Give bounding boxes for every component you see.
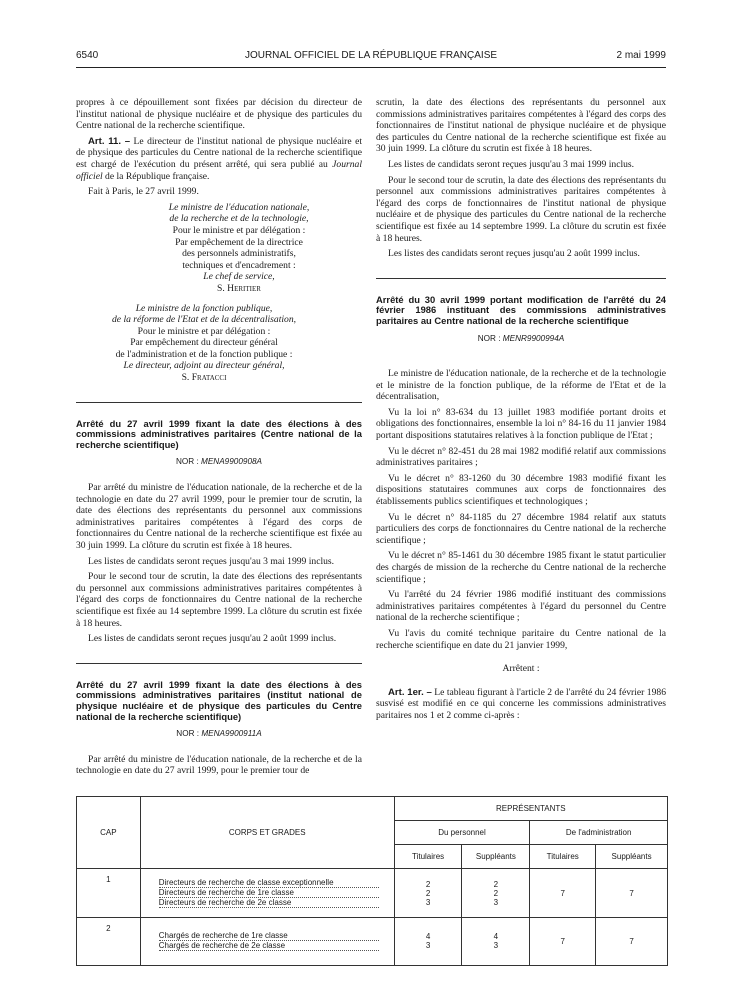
issue-date: 2 mai 1999 [616,50,666,61]
nor-label: NOR : [477,333,503,343]
grades-cell [140,917,394,965]
header-admin: De l'administration [530,821,668,845]
signature-line: Par empêchement du directeur général [130,337,278,349]
admin-suppleants: 7 [596,917,668,965]
paragraph: Les listes de candidats seront reçues jusqu'au 3 mai 1999 inclus. [88,555,335,567]
header-rule [76,67,666,68]
header-titulaires: Titulaires [394,845,462,869]
visa-paragraph: Vu le décret n° 82-451 du 28 mai 1982 modifié relatif aux commissions administratives paritaires ; [376,445,666,469]
visa-paragraph: Vu l'arrêté du 24 février 1986 modifié instituant des commissions administratives paritaires compétentes à l'égard du personnel du Centre national de la recherche scientifique ; [376,589,666,624]
header-suppleants: Suppléants [462,845,530,869]
personnel-titulaires [394,869,462,917]
article-11 [76,136,362,182]
decree-title: Arrêté du 27 avril 1999 fixant la date des élections à des commissions administratives paritaires (institut national de physique nucléaire et de physique des particules du Centre national de la recherche scientifique) [76,678,362,722]
grade-label: Directeurs de recherche de 1re classe [159,888,379,898]
personnel-suppleants [462,917,530,965]
personnel-titulaires [394,917,462,965]
grade-line [159,931,394,941]
cap-table [76,796,668,966]
decree-title: Arrêté du 30 avril 1999 portant modification de l'arrêté du 24 février 1986 instituant des commissions administratives paritaires au Centre national de la recherche scientifique [376,293,666,326]
signature-line: de la réforme de l'Etat et de la décentralisation, [111,314,297,326]
decree-title: Arrêté du 27 avril 1999 fixant la date des élections à des commissions administratives paritaires (Centre national de la recherche scientifique) [76,417,362,450]
nor-reference [76,728,362,740]
visas-list [376,368,666,651]
header-titulaires: Titulaires [530,845,596,869]
header-corps: CORPS ET GRADES [140,797,394,869]
signature-line: de la recherche et de la technologie, [169,213,309,225]
signature-line: techniques et d'encadrement : [182,259,296,271]
count-value: 3 [493,941,499,951]
separator [76,663,362,664]
article-text-end: de la République française. [102,170,210,182]
nor-label: NOR : [176,729,202,739]
article-text: Le tableau figurant à l'article 2 de l'arrêté du 24 février 1986 susvisé est modifié en ce qui concerne les commissions administratives paritaires nos 1 et 2 comme ci-après : [376,686,666,721]
signature-line: Le chef de service, [203,271,275,283]
visa-paragraph: Vu l'avis du comité technique paritaire du Centre national de la recherche scientifique en date du 21 janvier 1999, [376,627,666,651]
grades-cell [140,869,394,917]
signature-line: S. Fratacci [181,372,227,384]
visa-paragraph: Vu le décret n° 85-1461 du 30 décembre 1985 fixant le statut particulier des chargés de mission de la recherche du Centre national de la recherche scientifique ; [376,550,666,585]
nor-code: MENA9900911A [201,729,262,739]
personnel-suppleants [462,869,530,917]
paragraph: Par arrêté du ministre de l'éducation nationale, de la recherche et de la technologie en date du 27 avril 1999, pour le premier tour de [76,753,362,777]
admin-titulaires: 7 [530,917,596,965]
journal-title: JOURNAL OFFICIEL DE LA RÉPUBLIQUE FRANÇAISE [244,50,498,61]
visa-paragraph: Le ministre de l'éducation nationale, de la recherche et de la technologie et le ministre de la fonction publique, de la réforme de l'Etat et de la décentralisation, [376,368,666,403]
grade-label: Directeurs de recherche de 2e classe [159,898,379,908]
table-row [77,917,668,965]
grade-line [159,941,394,951]
left-column [76,97,362,781]
separator [76,402,362,403]
visa-paragraph: Vu le décret n° 83-1260 du 30 décembre 1983 modifié fixant les dispositions statutaires communes aux corps de fonctionnaires des établissements publics scientifiques et technologiques ; [376,472,666,508]
signature-line: de l'administration et de la fonction publique : [115,348,293,360]
signature-line: Pour le ministre et par délégation : [137,325,271,337]
paragraph: propres à ce dépouillement sont fixées par décision du directeur de l'institut national de physique nucléaire et de physique des particules du Centre national de la recherche scientifique. [76,97,362,132]
paragraph: Par arrêté du ministre de l'éducation nationale, de la recherche et de la technologie en date du 27 avril 1999, pour le premier tour de scrutin, la date des élections des représentants du personnel aux commissions administratives paritaires compétentes à l'égard des corps de fonctionnaires du Centre national de la recherche scientifique est fixée au 30 juin 1999. La clôture du scrutin est fixée à 18 heures. [76,482,362,551]
signature-line: Le ministre de la fonction publique, [135,302,273,314]
visa-paragraph: Vu la loi n° 83-634 du 13 juillet 1983 modifiée portant droits et obligations des fonctionnaires, ensemble la loi n° 84-16 du 11 janvier 1984 portant dispositions statutaires relatives à la fonction publique de l'Etat ; [376,406,666,442]
admin-suppleants: 7 [596,869,668,917]
signature-block-2 [76,303,332,384]
count-value: 2 [425,888,431,898]
paragraph: Pour le second tour de scrutin, la date des élections des représentants du personnel aux commissions administratives paritaires compétentes à l'égard des corps de fonctionnaires de l'institut national de physique nucléaire et de physique des particules du Centre national de la recherche scientifique est fixée au 14 septembre 1999. La clôture du scrutin est fixée à 18 heures. [376,174,666,244]
count-value: 4 [425,932,431,942]
grade-line [159,878,394,888]
paragraph: Pour le second tour de scrutin, la date des élections des représentants du personnel aux commissions administratives paritaires compétentes à l'égard des corps de fonctionnaires du Centre national de la recherche scientifique est fixée au 14 septembre 1999. La clôture du scrutin est fixée à 18 heures. [76,571,362,629]
nor-reference [376,333,666,345]
count-value: 3 [493,897,499,907]
paragraph: Les listes de candidats seront reçues jusqu'au 2 août 1999 inclus. [88,633,337,645]
count-value: 2 [493,888,499,898]
page-header [76,50,666,66]
page-number: 6540 [76,50,99,61]
table-row [77,869,668,917]
grade-label: Chargés de recherche de 2e classe [159,941,379,951]
nor-label: NOR : [175,457,202,467]
article-text: Le directeur de l'institut national de physique nucléaire et de physique des particules du Centre national de la recherche scientifique est chargé de l'exécution du présent arrêté, qui sera publié au [76,135,362,170]
arretent: Arrêtent : [502,663,540,675]
journal-reference: Journal officiel [76,158,362,182]
cap-number: 2 [77,917,141,965]
count-value: 2 [493,879,499,889]
cap-number: 1 [77,869,141,917]
signature-line: Le directeur, adjoint au directeur général, [123,360,285,372]
header-suppleants: Suppléants [596,845,668,869]
table-body [77,869,668,966]
count-value: 4 [493,932,499,942]
article-label: Art. 1er. – [388,686,432,698]
header-personnel: Du personnel [394,821,530,845]
signature-line: Par empêchement de la directrice [175,236,303,248]
paragraph: scrutin, la date des élections des représentants du personnel aux commissions administratives paritaires compétentes à l'égard des corps des fonctionnaires de l'institut national de physique nucléaire et de physique des particules du Centre national de la recherche scientifique est fixée au 30 juin 1999. La clôture du scrutin est fixée à 18 heures. [376,97,666,155]
signature-line: S. Heritier [217,282,261,294]
count-value: 3 [425,941,431,951]
count-value: 3 [425,897,431,907]
article-label: Art. 11. – [88,135,131,147]
nor-code: MENR9900994A [502,333,565,343]
count-value: 2 [425,879,431,889]
fait-line: Fait à Paris, le 27 avril 1999. [88,186,199,198]
signature-line: Le ministre de l'éducation nationale, [168,201,310,213]
admin-titulaires: 7 [530,869,596,917]
article-1 [376,687,666,722]
nor-reference [76,456,362,468]
visa-paragraph: Vu le décret n° 84-1185 du 27 décembre 1984 relatif aux statuts particuliers des corps de fonctionnaires du Centre national de la recherche scientifique ; [376,511,666,546]
separator [376,278,666,279]
header-representants: REPRÉSENTANTS [394,797,667,821]
right-column [376,97,666,726]
header-cap: CAP [77,797,141,869]
grade-line [159,888,394,898]
nor-code: MENA9900908A [201,457,263,467]
paragraph: Les listes de candidats seront reçues jusqu'au 3 mai 1999 inclus. [388,158,635,170]
grade-label: Directeurs de recherche de classe exceptionnelle [159,878,379,888]
grade-label: Chargés de recherche de 1re classe [159,931,379,941]
signature-line: des personnels administratifs, [182,248,296,260]
signature-block-1 [116,202,362,295]
paragraph: Les listes des candidats seront reçues jusqu'au 2 août 1999 inclus. [388,248,640,260]
signature-line: Pour le ministre et par délégation : [172,224,306,236]
grade-line [159,898,394,908]
